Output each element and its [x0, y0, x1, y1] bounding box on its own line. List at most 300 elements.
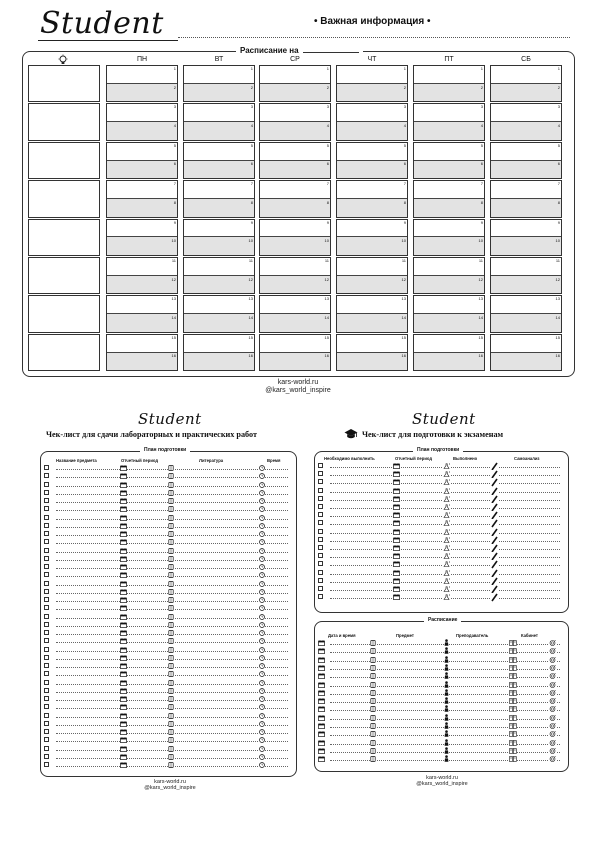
labs-row-checkbox[interactable]	[44, 531, 49, 536]
class-slot-lower[interactable]	[184, 236, 254, 255]
book-icon[interactable]	[168, 630, 174, 638]
labs-row-checkbox[interactable]	[44, 498, 49, 503]
class-slot[interactable]	[490, 180, 562, 217]
flask-icon[interactable]	[443, 537, 451, 545]
calendar-icon[interactable]	[393, 545, 400, 553]
labs-row-checkbox[interactable]	[44, 638, 49, 643]
calendar-icon[interactable]	[393, 594, 400, 602]
labs-row-checkbox[interactable]	[44, 622, 49, 627]
pencil-icon[interactable]	[491, 593, 498, 604]
time-cell[interactable]	[28, 103, 100, 140]
book-icon[interactable]	[168, 531, 174, 539]
door-icon[interactable]	[509, 731, 517, 739]
door-icon[interactable]	[509, 665, 517, 673]
class-slot[interactable]	[183, 180, 255, 217]
calendar-icon[interactable]	[120, 754, 127, 762]
class-slot-lower[interactable]	[107, 83, 177, 102]
class-slot[interactable]	[259, 257, 331, 294]
flask-icon[interactable]	[443, 561, 451, 569]
class-slot[interactable]	[336, 257, 408, 294]
calendar-icon[interactable]	[120, 490, 127, 498]
class-slot[interactable]	[183, 295, 255, 332]
calendar-icon[interactable]	[393, 586, 400, 594]
flask-icon[interactable]	[443, 553, 451, 561]
exams-row-checkbox[interactable]	[318, 496, 323, 501]
book-icon[interactable]	[168, 746, 174, 754]
class-slot-lower[interactable]	[491, 352, 561, 371]
clock-icon[interactable]	[259, 671, 265, 679]
class-slot-lower[interactable]	[414, 275, 484, 294]
class-slot[interactable]	[259, 334, 331, 371]
clock-icon[interactable]	[259, 523, 265, 531]
class-slot-lower[interactable]	[491, 236, 561, 255]
book-icon[interactable]	[168, 713, 174, 721]
target-icon[interactable]	[549, 657, 556, 665]
door-icon[interactable]	[509, 740, 517, 748]
target-icon[interactable]	[549, 665, 556, 673]
book-icon[interactable]	[370, 657, 376, 665]
class-slot-lower[interactable]	[337, 121, 407, 140]
target-icon[interactable]	[549, 690, 556, 698]
labs-row-checkbox[interactable]	[44, 713, 49, 718]
schedule-for-input[interactable]	[303, 52, 359, 53]
book-icon[interactable]	[168, 473, 174, 481]
calendar-icon[interactable]	[393, 488, 400, 496]
flask-icon[interactable]	[443, 463, 451, 471]
class-slot[interactable]	[259, 295, 331, 332]
calendar-icon[interactable]	[318, 673, 325, 681]
labs-row-checkbox[interactable]	[44, 655, 49, 660]
calendar-icon[interactable]	[393, 529, 400, 537]
class-slot-lower[interactable]	[414, 236, 484, 255]
clock-icon[interactable]	[259, 638, 265, 646]
labs-row-checkbox[interactable]	[44, 696, 49, 701]
book-icon[interactable]	[168, 622, 174, 630]
calendar-icon[interactable]	[120, 589, 127, 597]
class-slot[interactable]	[413, 334, 485, 371]
class-slot[interactable]	[259, 103, 331, 140]
calendar-icon[interactable]	[318, 756, 325, 764]
target-icon[interactable]	[549, 748, 556, 756]
clock-icon[interactable]	[259, 515, 265, 523]
clock-icon[interactable]	[259, 630, 265, 638]
labs-row-checkbox[interactable]	[44, 523, 49, 528]
class-slot[interactable]	[259, 142, 331, 179]
target-icon[interactable]	[549, 756, 556, 764]
class-slot-lower[interactable]	[491, 198, 561, 217]
book-icon[interactable]	[168, 663, 174, 671]
labs-row-checkbox[interactable]	[44, 515, 49, 520]
exams-row-checkbox[interactable]	[318, 561, 323, 566]
class-slot-lower[interactable]	[260, 121, 330, 140]
labs-footer-site[interactable]: kars-world.ru	[154, 779, 186, 785]
class-slot[interactable]	[413, 219, 485, 256]
calendar-icon[interactable]	[393, 504, 400, 512]
clock-icon[interactable]	[259, 647, 265, 655]
calendar-icon[interactable]	[120, 523, 127, 531]
target-icon[interactable]	[549, 648, 556, 656]
labs-row-checkbox[interactable]	[44, 663, 49, 668]
target-icon[interactable]	[549, 731, 556, 739]
labs-row-checkbox[interactable]	[44, 597, 49, 602]
calendar-icon[interactable]	[120, 473, 127, 481]
clock-icon[interactable]	[259, 696, 265, 704]
clock-icon[interactable]	[259, 622, 265, 630]
book-icon[interactable]	[370, 640, 376, 648]
door-icon[interactable]	[509, 673, 517, 681]
class-slot-lower[interactable]	[260, 83, 330, 102]
exams-row-checkbox[interactable]	[318, 537, 323, 542]
labs-row-checkbox[interactable]	[44, 737, 49, 742]
labs-row-checkbox[interactable]	[44, 556, 49, 561]
class-slot-lower[interactable]	[491, 275, 561, 294]
book-icon[interactable]	[370, 731, 376, 739]
class-slot[interactable]	[490, 334, 562, 371]
clock-icon[interactable]	[259, 539, 265, 547]
class-slot[interactable]	[413, 295, 485, 332]
class-slot[interactable]	[183, 219, 255, 256]
flask-icon[interactable]	[443, 586, 451, 594]
exams-row-checkbox[interactable]	[318, 463, 323, 468]
class-slot[interactable]	[183, 103, 255, 140]
exams-row-checkbox[interactable]	[318, 512, 323, 517]
book-icon[interactable]	[370, 740, 376, 748]
calendar-icon[interactable]	[120, 704, 127, 712]
labs-footer-handle[interactable]: @kars_world_inspire	[144, 785, 196, 792]
class-slot[interactable]	[490, 295, 562, 332]
flask-icon[interactable]	[443, 578, 451, 586]
calendar-icon[interactable]	[318, 648, 325, 656]
clock-icon[interactable]	[259, 655, 265, 663]
calendar-icon[interactable]	[120, 663, 127, 671]
class-slot[interactable]	[413, 103, 485, 140]
class-slot[interactable]	[336, 142, 408, 179]
footer-handle[interactable]: @kars_world_inspire	[265, 387, 331, 395]
calendar-icon[interactable]	[120, 638, 127, 646]
time-cell[interactable]	[28, 180, 100, 217]
class-slot[interactable]	[490, 103, 562, 140]
calendar-icon[interactable]	[120, 630, 127, 638]
book-icon[interactable]	[168, 523, 174, 531]
class-slot[interactable]	[413, 180, 485, 217]
exams-row-checkbox[interactable]	[318, 553, 323, 558]
clock-icon[interactable]	[259, 737, 265, 745]
book-icon[interactable]	[168, 614, 174, 622]
door-icon[interactable]	[509, 706, 517, 714]
class-slot[interactable]	[106, 142, 178, 179]
class-slot[interactable]	[490, 65, 562, 102]
class-slot[interactable]	[106, 103, 178, 140]
clock-icon[interactable]	[259, 556, 265, 564]
class-slot[interactable]	[413, 257, 485, 294]
calendar-icon[interactable]	[120, 671, 127, 679]
calendar-icon[interactable]	[120, 506, 127, 514]
door-icon[interactable]	[509, 640, 517, 648]
time-cell[interactable]	[28, 219, 100, 256]
flask-icon[interactable]	[443, 479, 451, 487]
book-icon[interactable]	[370, 665, 376, 673]
labs-row-checkbox[interactable]	[44, 704, 49, 709]
calendar-icon[interactable]	[120, 737, 127, 745]
labs-row-checkbox[interactable]	[44, 614, 49, 619]
clock-icon[interactable]	[259, 721, 265, 729]
calendar-icon[interactable]	[318, 706, 325, 714]
target-icon[interactable]	[549, 698, 556, 706]
book-icon[interactable]	[168, 671, 174, 679]
class-slot[interactable]	[413, 65, 485, 102]
calendar-icon[interactable]	[120, 531, 127, 539]
class-slot[interactable]	[183, 334, 255, 371]
clock-icon[interactable]	[259, 572, 265, 580]
class-slot[interactable]	[106, 219, 178, 256]
door-icon[interactable]	[509, 690, 517, 698]
clock-icon[interactable]	[259, 531, 265, 539]
clock-icon[interactable]	[259, 746, 265, 754]
calendar-icon[interactable]	[318, 740, 325, 748]
calendar-icon[interactable]	[120, 647, 127, 655]
door-icon[interactable]	[509, 756, 517, 764]
target-icon[interactable]	[549, 682, 556, 690]
book-icon[interactable]	[168, 556, 174, 564]
class-slot[interactable]	[259, 180, 331, 217]
exams-row-checkbox[interactable]	[318, 471, 323, 476]
exams-row-checkbox[interactable]	[318, 570, 323, 575]
book-icon[interactable]	[168, 696, 174, 704]
class-slot-lower[interactable]	[184, 352, 254, 371]
clock-icon[interactable]	[259, 663, 265, 671]
class-slot-lower[interactable]	[414, 160, 484, 179]
calendar-icon[interactable]	[318, 748, 325, 756]
clock-icon[interactable]	[259, 688, 265, 696]
class-slot-lower[interactable]	[107, 198, 177, 217]
class-slot-lower[interactable]	[337, 160, 407, 179]
class-slot-lower[interactable]	[491, 160, 561, 179]
book-icon[interactable]	[168, 647, 174, 655]
calendar-icon[interactable]	[120, 729, 127, 737]
labs-row-checkbox[interactable]	[44, 754, 49, 759]
calendar-icon[interactable]	[120, 572, 127, 580]
exams-footer-handle[interactable]: @kars_world_inspire	[416, 781, 468, 788]
book-icon[interactable]	[168, 721, 174, 729]
labs-row-checkbox[interactable]	[44, 729, 49, 734]
clock-icon[interactable]	[259, 564, 265, 572]
exams-row-checkbox[interactable]	[318, 488, 323, 493]
calendar-icon[interactable]	[120, 564, 127, 572]
class-slot-lower[interactable]	[337, 198, 407, 217]
book-icon[interactable]	[168, 762, 174, 770]
door-icon[interactable]	[509, 698, 517, 706]
calendar-icon[interactable]	[393, 471, 400, 479]
book-icon[interactable]	[168, 539, 174, 547]
class-slot-lower[interactable]	[491, 313, 561, 332]
labs-row-checkbox[interactable]	[44, 564, 49, 569]
labs-row-checkbox[interactable]	[44, 572, 49, 577]
class-slot-lower[interactable]	[184, 275, 254, 294]
calendar-icon[interactable]	[120, 713, 127, 721]
class-slot[interactable]	[336, 103, 408, 140]
door-icon[interactable]	[509, 748, 517, 756]
calendar-icon[interactable]	[318, 640, 325, 648]
clock-icon[interactable]	[259, 614, 265, 622]
clock-icon[interactable]	[259, 490, 265, 498]
door-icon[interactable]	[509, 715, 517, 723]
calendar-icon[interactable]	[120, 556, 127, 564]
exams-row-checkbox[interactable]	[318, 594, 323, 599]
class-slot-lower[interactable]	[184, 121, 254, 140]
book-icon[interactable]	[168, 498, 174, 506]
flask-icon[interactable]	[443, 496, 451, 504]
book-icon[interactable]	[168, 548, 174, 556]
book-icon[interactable]	[370, 690, 376, 698]
clock-icon[interactable]	[259, 548, 265, 556]
calendar-icon[interactable]	[393, 578, 400, 586]
class-slot[interactable]	[336, 219, 408, 256]
calendar-icon[interactable]	[120, 655, 127, 663]
class-slot-lower[interactable]	[337, 83, 407, 102]
calendar-icon[interactable]	[318, 723, 325, 731]
labs-row-checkbox[interactable]	[44, 671, 49, 676]
book-icon[interactable]	[370, 648, 376, 656]
labs-row-checkbox[interactable]	[44, 746, 49, 751]
book-icon[interactable]	[168, 465, 174, 473]
book-icon[interactable]	[168, 638, 174, 646]
calendar-icon[interactable]	[120, 696, 127, 704]
class-slot[interactable]	[336, 334, 408, 371]
clock-icon[interactable]	[259, 482, 265, 490]
flask-icon[interactable]	[443, 512, 451, 520]
flask-icon[interactable]	[443, 488, 451, 496]
book-icon[interactable]	[168, 754, 174, 762]
book-icon[interactable]	[168, 597, 174, 605]
book-icon[interactable]	[370, 756, 376, 764]
calendar-icon[interactable]	[318, 731, 325, 739]
calendar-icon[interactable]	[120, 762, 127, 770]
exams-row-checkbox[interactable]	[318, 586, 323, 591]
book-icon[interactable]	[168, 506, 174, 514]
book-icon[interactable]	[370, 682, 376, 690]
class-slot[interactable]	[106, 334, 178, 371]
calendar-icon[interactable]	[120, 721, 127, 729]
class-slot[interactable]	[336, 295, 408, 332]
calendar-icon[interactable]	[120, 539, 127, 547]
calendar-icon[interactable]	[393, 496, 400, 504]
clock-icon[interactable]	[259, 754, 265, 762]
class-slot-lower[interactable]	[260, 275, 330, 294]
book-icon[interactable]	[168, 482, 174, 490]
target-icon[interactable]	[549, 740, 556, 748]
class-slot-lower[interactable]	[414, 352, 484, 371]
calendar-icon[interactable]	[393, 512, 400, 520]
calendar-icon[interactable]	[120, 614, 127, 622]
class-slot[interactable]	[413, 142, 485, 179]
calendar-icon[interactable]	[318, 682, 325, 690]
person-icon[interactable]	[444, 755, 449, 764]
book-icon[interactable]	[168, 589, 174, 597]
book-icon[interactable]	[168, 704, 174, 712]
calendar-icon[interactable]	[393, 463, 400, 471]
calendar-icon[interactable]	[393, 553, 400, 561]
door-icon[interactable]	[509, 657, 517, 665]
labs-row-checkbox[interactable]	[44, 630, 49, 635]
class-slot-lower[interactable]	[414, 313, 484, 332]
time-cell[interactable]	[28, 142, 100, 179]
labs-row-checkbox[interactable]	[44, 490, 49, 495]
book-icon[interactable]	[168, 655, 174, 663]
calendar-icon[interactable]	[120, 581, 127, 589]
class-slot-lower[interactable]	[260, 313, 330, 332]
exams-row-checkbox[interactable]	[318, 520, 323, 525]
book-icon[interactable]	[370, 706, 376, 714]
target-icon[interactable]	[549, 715, 556, 723]
class-slot[interactable]	[259, 65, 331, 102]
labs-row-checkbox[interactable]	[44, 465, 49, 470]
labs-row-checkbox[interactable]	[44, 473, 49, 478]
calendar-icon[interactable]	[318, 690, 325, 698]
class-slot-lower[interactable]	[337, 236, 407, 255]
footer-site[interactable]: kars-world.ru	[277, 379, 319, 386]
time-cell[interactable]	[28, 65, 100, 102]
flask-icon[interactable]	[443, 594, 451, 602]
class-slot-lower[interactable]	[414, 198, 484, 217]
flask-icon[interactable]	[443, 545, 451, 553]
labs-row-checkbox[interactable]	[44, 688, 49, 693]
class-slot-lower[interactable]	[414, 121, 484, 140]
book-icon[interactable]	[370, 715, 376, 723]
book-icon[interactable]	[168, 515, 174, 523]
calendar-icon[interactable]	[120, 622, 127, 630]
book-icon[interactable]	[168, 572, 174, 580]
exams-row-checkbox[interactable]	[318, 545, 323, 550]
target-icon[interactable]	[549, 640, 556, 648]
calendar-icon[interactable]	[393, 520, 400, 528]
calendar-icon[interactable]	[120, 548, 127, 556]
class-slot-lower[interactable]	[107, 352, 177, 371]
class-slot-lower[interactable]	[414, 83, 484, 102]
labs-row-checkbox[interactable]	[44, 539, 49, 544]
class-slot[interactable]	[106, 295, 178, 332]
book-icon[interactable]	[370, 698, 376, 706]
labs-row-checkbox[interactable]	[44, 605, 49, 610]
clock-icon[interactable]	[259, 762, 265, 770]
clock-icon[interactable]	[259, 506, 265, 514]
flask-icon[interactable]	[443, 471, 451, 479]
class-slot-lower[interactable]	[491, 83, 561, 102]
calendar-icon[interactable]	[393, 570, 400, 578]
book-icon[interactable]	[168, 564, 174, 572]
class-slot-lower[interactable]	[184, 83, 254, 102]
labs-row-checkbox[interactable]	[44, 548, 49, 553]
book-icon[interactable]	[168, 605, 174, 613]
class-slot-lower[interactable]	[184, 313, 254, 332]
labs-row-checkbox[interactable]	[44, 581, 49, 586]
class-slot-lower[interactable]	[260, 160, 330, 179]
clock-icon[interactable]	[259, 465, 265, 473]
class-slot[interactable]	[490, 219, 562, 256]
door-icon[interactable]	[509, 648, 517, 656]
class-slot-lower[interactable]	[260, 352, 330, 371]
exams-row-checkbox[interactable]	[318, 578, 323, 583]
flask-icon[interactable]	[443, 520, 451, 528]
book-icon[interactable]	[370, 673, 376, 681]
target-icon[interactable]	[549, 723, 556, 731]
labs-row-checkbox[interactable]	[44, 680, 49, 685]
important-info-line[interactable]	[178, 37, 570, 38]
class-slot[interactable]	[106, 65, 178, 102]
class-slot-lower[interactable]	[260, 198, 330, 217]
book-icon[interactable]	[168, 737, 174, 745]
labs-row-checkbox[interactable]	[44, 762, 49, 767]
calendar-icon[interactable]	[393, 479, 400, 487]
